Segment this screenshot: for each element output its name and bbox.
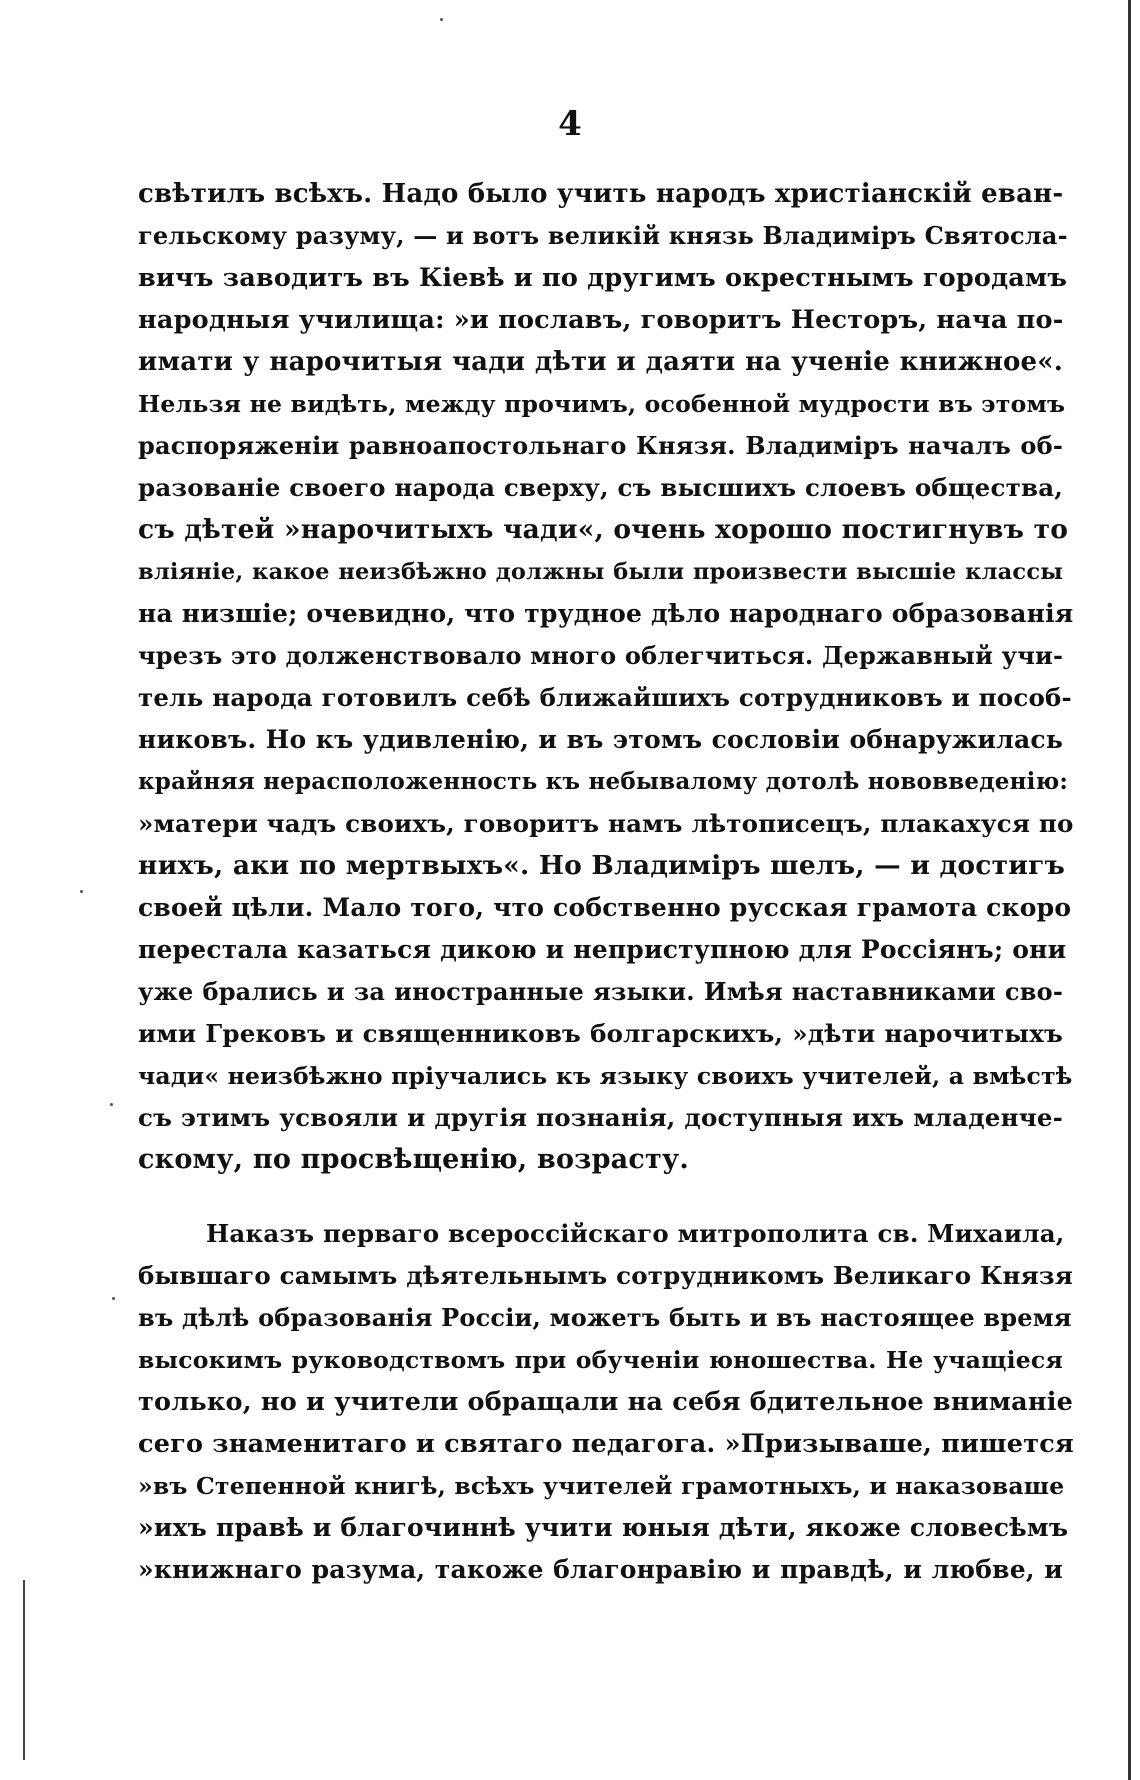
text-line: чрезъ это долженствовало много облегчиться. Державный учи- (138, 641, 1064, 670)
text-line: ими Грековъ и священниковъ болгарскихъ, »дѣти нарочитыхъ (138, 1019, 1063, 1048)
text-line: съ дѣтей »нарочитыхъ чади«, очень хорошо постигнувъ то (138, 514, 1069, 545)
text-line: въ дѣлѣ образованія Россіи, можетъ быть и въ настоящее время (138, 1303, 1072, 1332)
text-line: уже брались и за иностранные языки. Имѣя наставниками сво- (138, 977, 1063, 1006)
text-line: никовъ. Но къ удивленію, и въ этомъ сословіи обнаружилась (138, 725, 1063, 754)
text-line: нихъ, аки по мертвыхъ«. Но Владиміръ шелъ, — и достигъ (138, 850, 1066, 881)
text-line: перестала казаться дикою и неприступною для Россіянъ; они (138, 935, 1067, 964)
text-line: народныя училища: »и пославъ, говоритъ Несторъ, нача по- (138, 305, 1064, 335)
text-line: сего знаменитаго и святаго педагога. »Призываше, пишется (138, 1429, 1074, 1459)
text-line: »въ Степенной книгѣ, всѣхъ учителей грамотныхъ, и наказоваше (138, 1472, 1065, 1500)
text-line: бывшаго самымъ дѣятельнымъ сотрудникомъ Великаго Князя (138, 1261, 1074, 1290)
text-line: скому, по просвѣщенію, возрасту. (138, 1144, 690, 1175)
text-line: »матери чадъ своихъ, говоритъ намъ лѣтописецъ, плакахуся по (138, 809, 1074, 838)
page-number: 4 (558, 104, 582, 144)
text-line: Нельзя не видѣть, между прочимъ, особенной мудрости въ этомъ (138, 390, 1066, 418)
text-line: только, но и учители обращали на себя бдительное вниманіе (138, 1387, 1074, 1417)
text-line: »ихъ правѣ и благочиннѣ учити юныя дѣти, якоже словесѣмъ (138, 1513, 1069, 1542)
page-edge-mark (23, 1580, 25, 1760)
paragraph-2 (138, 1213, 1074, 1591)
text-line: »книжнаго разума, такоже благонравію и правдѣ, и любве, и (138, 1555, 1063, 1584)
text-line: вліяніе, какое неизбѣжно должны были произвести высшіе классы (138, 559, 1063, 585)
text-line: гельскому разуму, — и вотъ великій князь Владиміръ Святосла- (138, 221, 1068, 250)
text-line: свѣтилъ всѣхъ. Надо было учить народъ христіанскій еван- (138, 179, 1064, 209)
text-line: на низшіе; очевидно, что трудное дѣло народнаго образованія (138, 599, 1074, 628)
text-line: съ этимъ усвояли и другія познанія, доступныя ихъ младенче- (138, 1103, 1063, 1132)
page-edge-shadow (1128, 0, 1131, 1780)
paragraph-1 (138, 173, 1074, 1181)
scan-speck (110, 1103, 113, 1106)
text-line: Наказъ перваго всероссійскаго митрополита св. Михаила, (206, 1219, 1065, 1248)
text-line: своей цѣли. Мало того, что собственно русская грамота скоро (138, 893, 1072, 922)
scan-speck (112, 1297, 115, 1300)
text-line: вичъ заводитъ въ Кіевѣ и по другимъ окрестнымъ городамъ (138, 263, 1068, 293)
scan-speck (80, 890, 83, 893)
text-line: крайняя нерасположенность къ небывалому дотолѣ нововведенію: (138, 768, 1069, 795)
text-line: тель народа готовилъ себѣ ближайшихъ сотрудниковъ и пособ- (138, 683, 1072, 712)
text-line: распоряженіи равноапостольнаго Князя. Владиміръ началъ об- (138, 431, 1063, 460)
text-line: высокимъ руководствомъ при обученіи юношества. Не учащіеся (138, 1346, 1063, 1374)
scan-speck (440, 18, 443, 21)
text-line: чади« неизбѣжно пріучались къ языку своихъ учителей, а вмѣстѣ (138, 1062, 1073, 1090)
text-line: разованіе своего народа сверху, съ высшихъ слоевъ общества, (138, 473, 1063, 502)
text-line: имати у нарочитыя чади дѣти и даяти на ученіе книжное«. (138, 347, 1063, 377)
